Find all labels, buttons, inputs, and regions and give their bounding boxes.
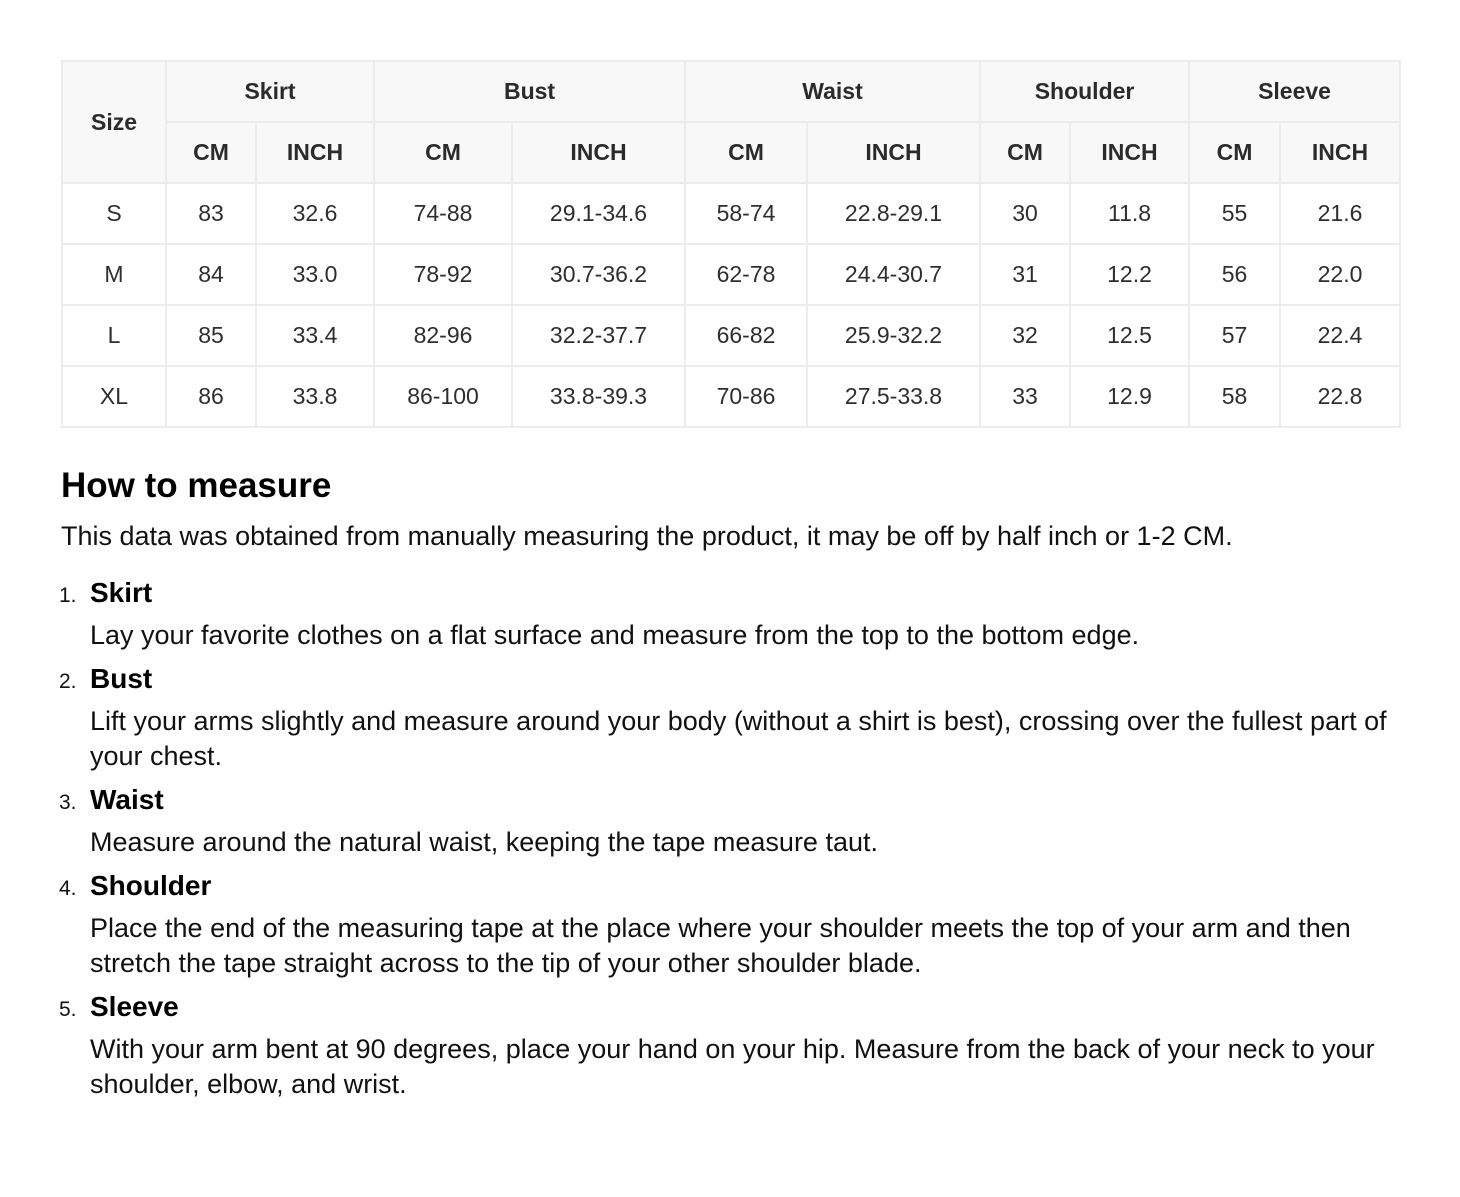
table-cell: 33.8 [256,366,374,427]
group-header-skirt: Skirt [166,61,374,122]
table-cell: 27.5-33.8 [807,366,980,427]
table-row [62,366,1400,427]
step-description: Lay your favorite clothes on a flat surface and measure from the top to the bottom edge. [90,620,1140,650]
step-title: Waist [90,784,164,815]
table-cell: 57 [1189,305,1280,366]
table-cell: 66-82 [685,305,807,366]
table-cell: 25.9-32.2 [807,305,980,366]
list-item [61,868,1410,981]
table-cell: 32 [980,305,1070,366]
table-cell: 30 [980,183,1070,244]
group-header-waist: Waist [685,61,980,122]
unit-header: INCH [1070,122,1189,183]
table-cell: 30.7-36.2 [512,244,685,305]
list-item [61,575,1410,653]
unit-header: CM [374,122,512,183]
unit-header: CM [1189,122,1280,183]
step-description: Place the end of the measuring tape at the place where your shoulder meets the top of your arm and then stretch the tape straight across to the tip of your other shoulder blade. [90,913,1351,978]
table-cell: 24.4-30.7 [807,244,980,305]
table-cell: 55 [1189,183,1280,244]
table-header-row [62,61,1400,122]
step-number: 4. [59,877,77,900]
step-title: Bust [90,663,153,694]
step-title: Skirt [90,577,153,608]
table-cell: 12.9 [1070,366,1189,427]
step-number: 5. [59,998,77,1021]
list-item [61,989,1410,1102]
step-description: Measure around the natural waist, keeping the tape measure taut. [90,827,878,857]
step-number: 3. [59,791,77,814]
unit-header: INCH [807,122,980,183]
size-cell: M [62,244,166,305]
table-unit-row [62,122,1400,183]
table-cell: 31 [980,244,1070,305]
table-cell: 22.8 [1280,366,1400,427]
how-to-measure-heading: How to measure [61,466,332,505]
table-row [62,305,1400,366]
group-header-sleeve: Sleeve [1189,61,1400,122]
table-cell: 29.1-34.6 [512,183,685,244]
group-header-shoulder: Shoulder [980,61,1189,122]
step-description: Lift your arms slightly and measure around your body (without a shirt is best), crossing over the fullest part of your chest. [90,706,1387,771]
unit-header: CM [980,122,1070,183]
step-number: 1. [59,584,77,607]
size-cell: XL [62,366,166,427]
table-cell: 56 [1189,244,1280,305]
table-cell: 58 [1189,366,1280,427]
unit-header: INCH [256,122,374,183]
unit-header: CM [685,122,807,183]
table-cell: 85 [166,305,256,366]
table-cell: 82-96 [374,305,512,366]
table-cell: 21.6 [1280,183,1400,244]
size-guide [61,60,1399,1110]
table-cell: 58-74 [685,183,807,244]
size-chart-table [61,60,1401,428]
measure-steps-list [61,575,1399,1102]
list-item [61,782,1410,860]
table-cell: 22.0 [1280,244,1400,305]
measure-intro-text: This data was obtained from manually measuring the product, it may be off by half inch or 1-2 CM. [61,521,1233,551]
table-cell: 86 [166,366,256,427]
size-cell: L [62,305,166,366]
table-cell: 12.5 [1070,305,1189,366]
unit-header: INCH [1280,122,1400,183]
step-title: Sleeve [90,991,179,1022]
table-cell: 33.4 [256,305,374,366]
step-number: 2. [59,670,77,693]
table-cell: 32.6 [256,183,374,244]
table-cell: 84 [166,244,256,305]
table-cell: 11.8 [1070,183,1189,244]
table-cell: 83 [166,183,256,244]
table-cell: 78-92 [374,244,512,305]
table-cell: 12.2 [1070,244,1189,305]
unit-header: CM [166,122,256,183]
table-cell: 70-86 [685,366,807,427]
size-column-header: Size [62,61,166,183]
table-cell: 62-78 [685,244,807,305]
table-row [62,183,1400,244]
table-cell: 33.0 [256,244,374,305]
group-header-bust: Bust [374,61,685,122]
table-cell: 32.2-37.7 [512,305,685,366]
step-description: With your arm bent at 90 degrees, place your hand on your hip. Measure from the back of your neck to your shoulder, elbow, and wrist. [90,1034,1375,1099]
table-cell: 22.8-29.1 [807,183,980,244]
unit-header: INCH [512,122,685,183]
list-item [61,661,1410,774]
table-cell: 33.8-39.3 [512,366,685,427]
size-cell: S [62,183,166,244]
table-cell: 86-100 [374,366,512,427]
table-cell: 33 [980,366,1070,427]
table-cell: 22.4 [1280,305,1400,366]
table-row [62,244,1400,305]
step-title: Shoulder [90,870,212,901]
table-cell: 74-88 [374,183,512,244]
